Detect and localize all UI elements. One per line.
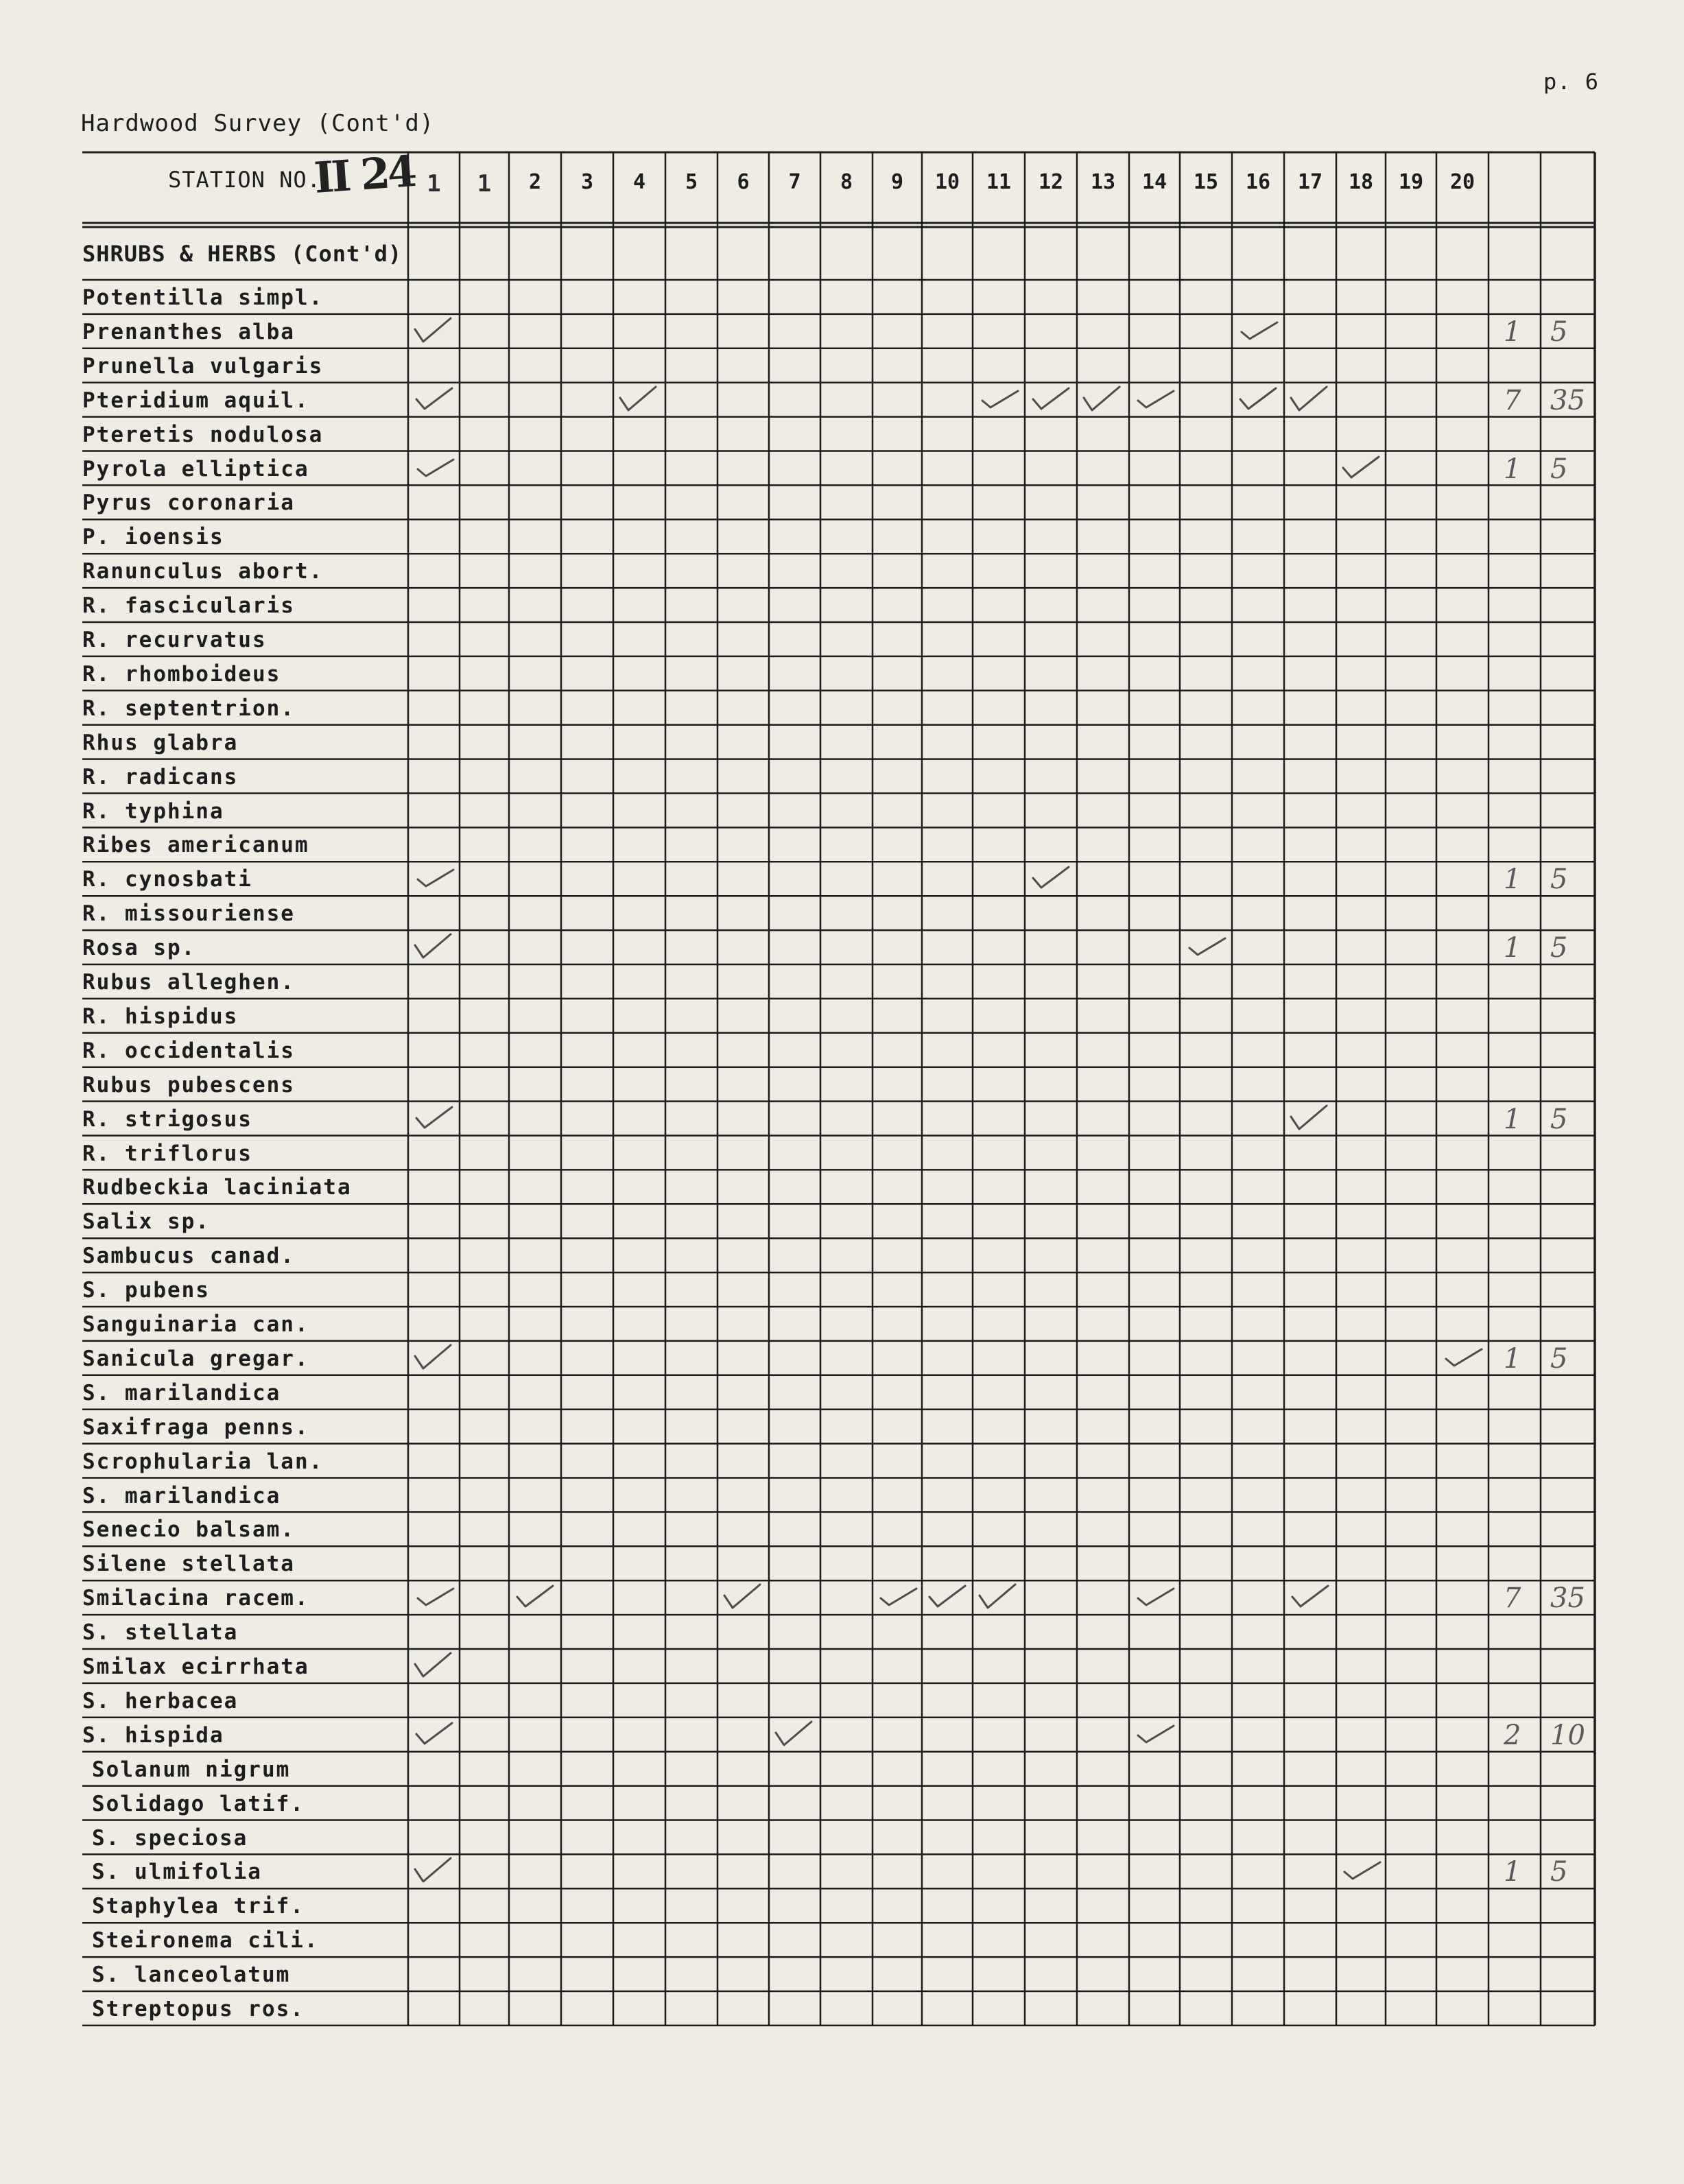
species-name: R. radicans	[82, 764, 239, 790]
check-mark-icon	[414, 1583, 455, 1611]
tally-total: 1	[1504, 864, 1521, 896]
species-name: Smilacina racem.	[82, 1586, 309, 1611]
column-number: 18	[1348, 170, 1374, 194]
species-name: S. speciosa	[92, 1825, 248, 1851]
species-name: Staphylea trif.	[92, 1894, 305, 1919]
species-name: Salix sp.	[82, 1209, 210, 1235]
column-number: 12	[1038, 170, 1064, 194]
species-name: S. lanceolatum	[92, 1962, 291, 1988]
species-name: Sanguinaria can.	[82, 1312, 309, 1337]
check-mark-icon	[414, 1720, 455, 1748]
species-name: Rhus glabra	[82, 730, 239, 755]
species-name: R. rhomboideus	[82, 661, 281, 687]
species-name: Pyrola elliptica	[82, 456, 309, 482]
species-name: Streptopus ros.	[92, 1997, 305, 2021]
species-name: Silene stellata	[82, 1552, 295, 1577]
check-mark-icon	[1290, 385, 1331, 413]
species-name: Rubus alleghen.	[82, 970, 295, 995]
check-mark-icon	[1237, 317, 1279, 344]
tally-total: 1	[1504, 1103, 1521, 1135]
column-number: 19	[1398, 170, 1424, 194]
column-number: 7	[788, 170, 801, 194]
check-mark-icon	[1082, 385, 1124, 413]
species-name: Rudbeckia laciniata	[82, 1175, 352, 1200]
tally-percent: 10	[1550, 1719, 1585, 1751]
tally-percent: 5	[1550, 1856, 1568, 1888]
species-name: R. cynosbati	[82, 867, 252, 892]
check-mark-icon	[1030, 864, 1071, 892]
tally-percent: 35	[1550, 384, 1585, 416]
species-name: R. recurvatus	[82, 628, 267, 652]
species-name: Sanicula gregar.	[82, 1346, 309, 1371]
check-mark-icon	[414, 1652, 455, 1679]
check-mark-icon	[1030, 385, 1071, 413]
column-number: 5	[685, 170, 698, 194]
species-name: R. occidentalis	[82, 1038, 295, 1063]
column-number: 4	[632, 170, 646, 194]
column-number: 1	[427, 170, 441, 198]
tally-percent: 5	[1550, 864, 1568, 896]
species-name: Scrophularia lan.	[82, 1449, 324, 1474]
column-number: 20	[1449, 170, 1475, 194]
check-mark-icon	[1185, 933, 1226, 960]
species-name: S. herbacea	[82, 1688, 239, 1713]
check-mark-icon	[414, 1857, 455, 1884]
species-name: Solanum nigrum	[92, 1757, 291, 1782]
check-mark-icon	[414, 1104, 455, 1132]
tally-total: 7	[1504, 1582, 1521, 1615]
check-mark-icon	[414, 454, 455, 482]
tally-total: 2	[1504, 1719, 1521, 1751]
column-number: 13	[1090, 170, 1116, 194]
species-name: Smilax ecirrhata	[82, 1654, 309, 1679]
check-mark-icon	[1290, 1583, 1331, 1611]
species-name: R. hispidus	[82, 1004, 239, 1029]
check-mark-icon	[414, 1344, 455, 1371]
species-name: Senecio balsam.	[82, 1517, 295, 1543]
species-name: Pteridium aquil.	[82, 388, 309, 413]
tally-percent: 5	[1550, 1342, 1568, 1375]
species-name: Pyrus coronaria	[82, 490, 295, 516]
species-name: Sambucus canad.	[82, 1244, 295, 1269]
tally-total: 1	[1504, 316, 1521, 348]
check-mark-icon	[1442, 1344, 1483, 1371]
tally-percent: 5	[1550, 1103, 1568, 1135]
tally-total: 1	[1504, 1342, 1521, 1375]
tally-percent: 35	[1550, 1582, 1585, 1615]
check-mark-icon	[774, 1720, 816, 1748]
species-name: R. septentrion.	[82, 696, 295, 721]
species-name: Steironema cili.	[92, 1928, 319, 1954]
species-name: R. typhina	[82, 798, 224, 824]
tally-percent: 5	[1550, 932, 1568, 964]
column-number: 3	[580, 170, 594, 194]
check-mark-icon	[1290, 1104, 1331, 1132]
species-name: P. ioensis	[82, 525, 224, 550]
column-number: 6	[737, 170, 750, 194]
species-name: R. missouriense	[82, 901, 295, 927]
species-name: S. marilandica	[82, 1380, 281, 1405]
species-name: Saxifraga penns.	[82, 1414, 309, 1440]
species-name: Ribes americanum	[82, 833, 309, 858]
check-mark-icon	[1340, 1857, 1381, 1884]
check-mark-icon	[1134, 1583, 1175, 1611]
species-name: S. stellata	[82, 1620, 239, 1646]
species-name: S. pubens	[82, 1278, 210, 1303]
check-mark-icon	[414, 317, 455, 344]
column-number: 17	[1297, 170, 1323, 194]
tally-total: 1	[1504, 1856, 1521, 1888]
column-number: 2	[528, 170, 542, 194]
species-name: Potentilla simpl.	[82, 285, 324, 310]
station-value: II 24	[312, 146, 416, 203]
column-number: 10	[934, 170, 960, 194]
tally-percent: 5	[1550, 453, 1568, 485]
check-mark-icon	[1134, 385, 1175, 413]
column-number: 11	[986, 170, 1012, 194]
species-name: Rosa sp.	[82, 936, 196, 961]
species-name: Solidago latif.	[92, 1791, 305, 1816]
column-number: 16	[1245, 170, 1271, 194]
tally-total: 1	[1504, 453, 1521, 485]
column-number: 8	[840, 170, 853, 194]
column-number: 14	[1141, 170, 1167, 194]
check-mark-icon	[1134, 1720, 1175, 1748]
species-name: S. ulmifolia	[92, 1860, 262, 1885]
species-name: Pteretis nodulosa	[82, 422, 324, 447]
species-name: Prenanthes alba	[82, 319, 295, 344]
species-name: Prunella vulgaris	[82, 353, 324, 379]
check-mark-icon	[514, 1583, 556, 1611]
species-name: S. marilandica	[82, 1483, 281, 1508]
check-mark-icon	[723, 1583, 764, 1611]
check-mark-icon	[978, 385, 1019, 413]
check-mark-icon	[978, 1583, 1019, 1611]
section-heading: SHRUBS & HERBS (Cont'd)	[82, 241, 403, 267]
check-mark-icon	[414, 933, 455, 960]
page-number: p. 6	[1543, 69, 1600, 95]
species-name: R. triflorus	[82, 1141, 252, 1166]
station-label: STATION NO.	[168, 167, 321, 193]
species-name: R. fascicularis	[82, 593, 295, 619]
column-number: 15	[1193, 170, 1219, 194]
species-name: S. hispida	[82, 1722, 224, 1748]
page-title: Hardwood Survey (Cont'd)	[81, 110, 435, 137]
column-number: 9	[890, 170, 904, 194]
check-mark-icon	[1237, 385, 1279, 413]
check-mark-icon	[1340, 454, 1381, 482]
check-mark-icon	[414, 864, 455, 892]
check-mark-icon	[414, 385, 455, 413]
check-mark-icon	[927, 1583, 968, 1611]
tally-total: 7	[1504, 384, 1521, 416]
column-number: 1	[477, 170, 492, 198]
species-name: Rubus pubescens	[82, 1072, 295, 1097]
tally-percent: 5	[1550, 316, 1568, 348]
species-name: R. strigosus	[82, 1106, 252, 1132]
check-mark-icon	[619, 385, 660, 413]
tally-total: 1	[1504, 932, 1521, 964]
check-mark-icon	[877, 1583, 918, 1611]
species-name: Ranunculus abort.	[82, 559, 324, 584]
